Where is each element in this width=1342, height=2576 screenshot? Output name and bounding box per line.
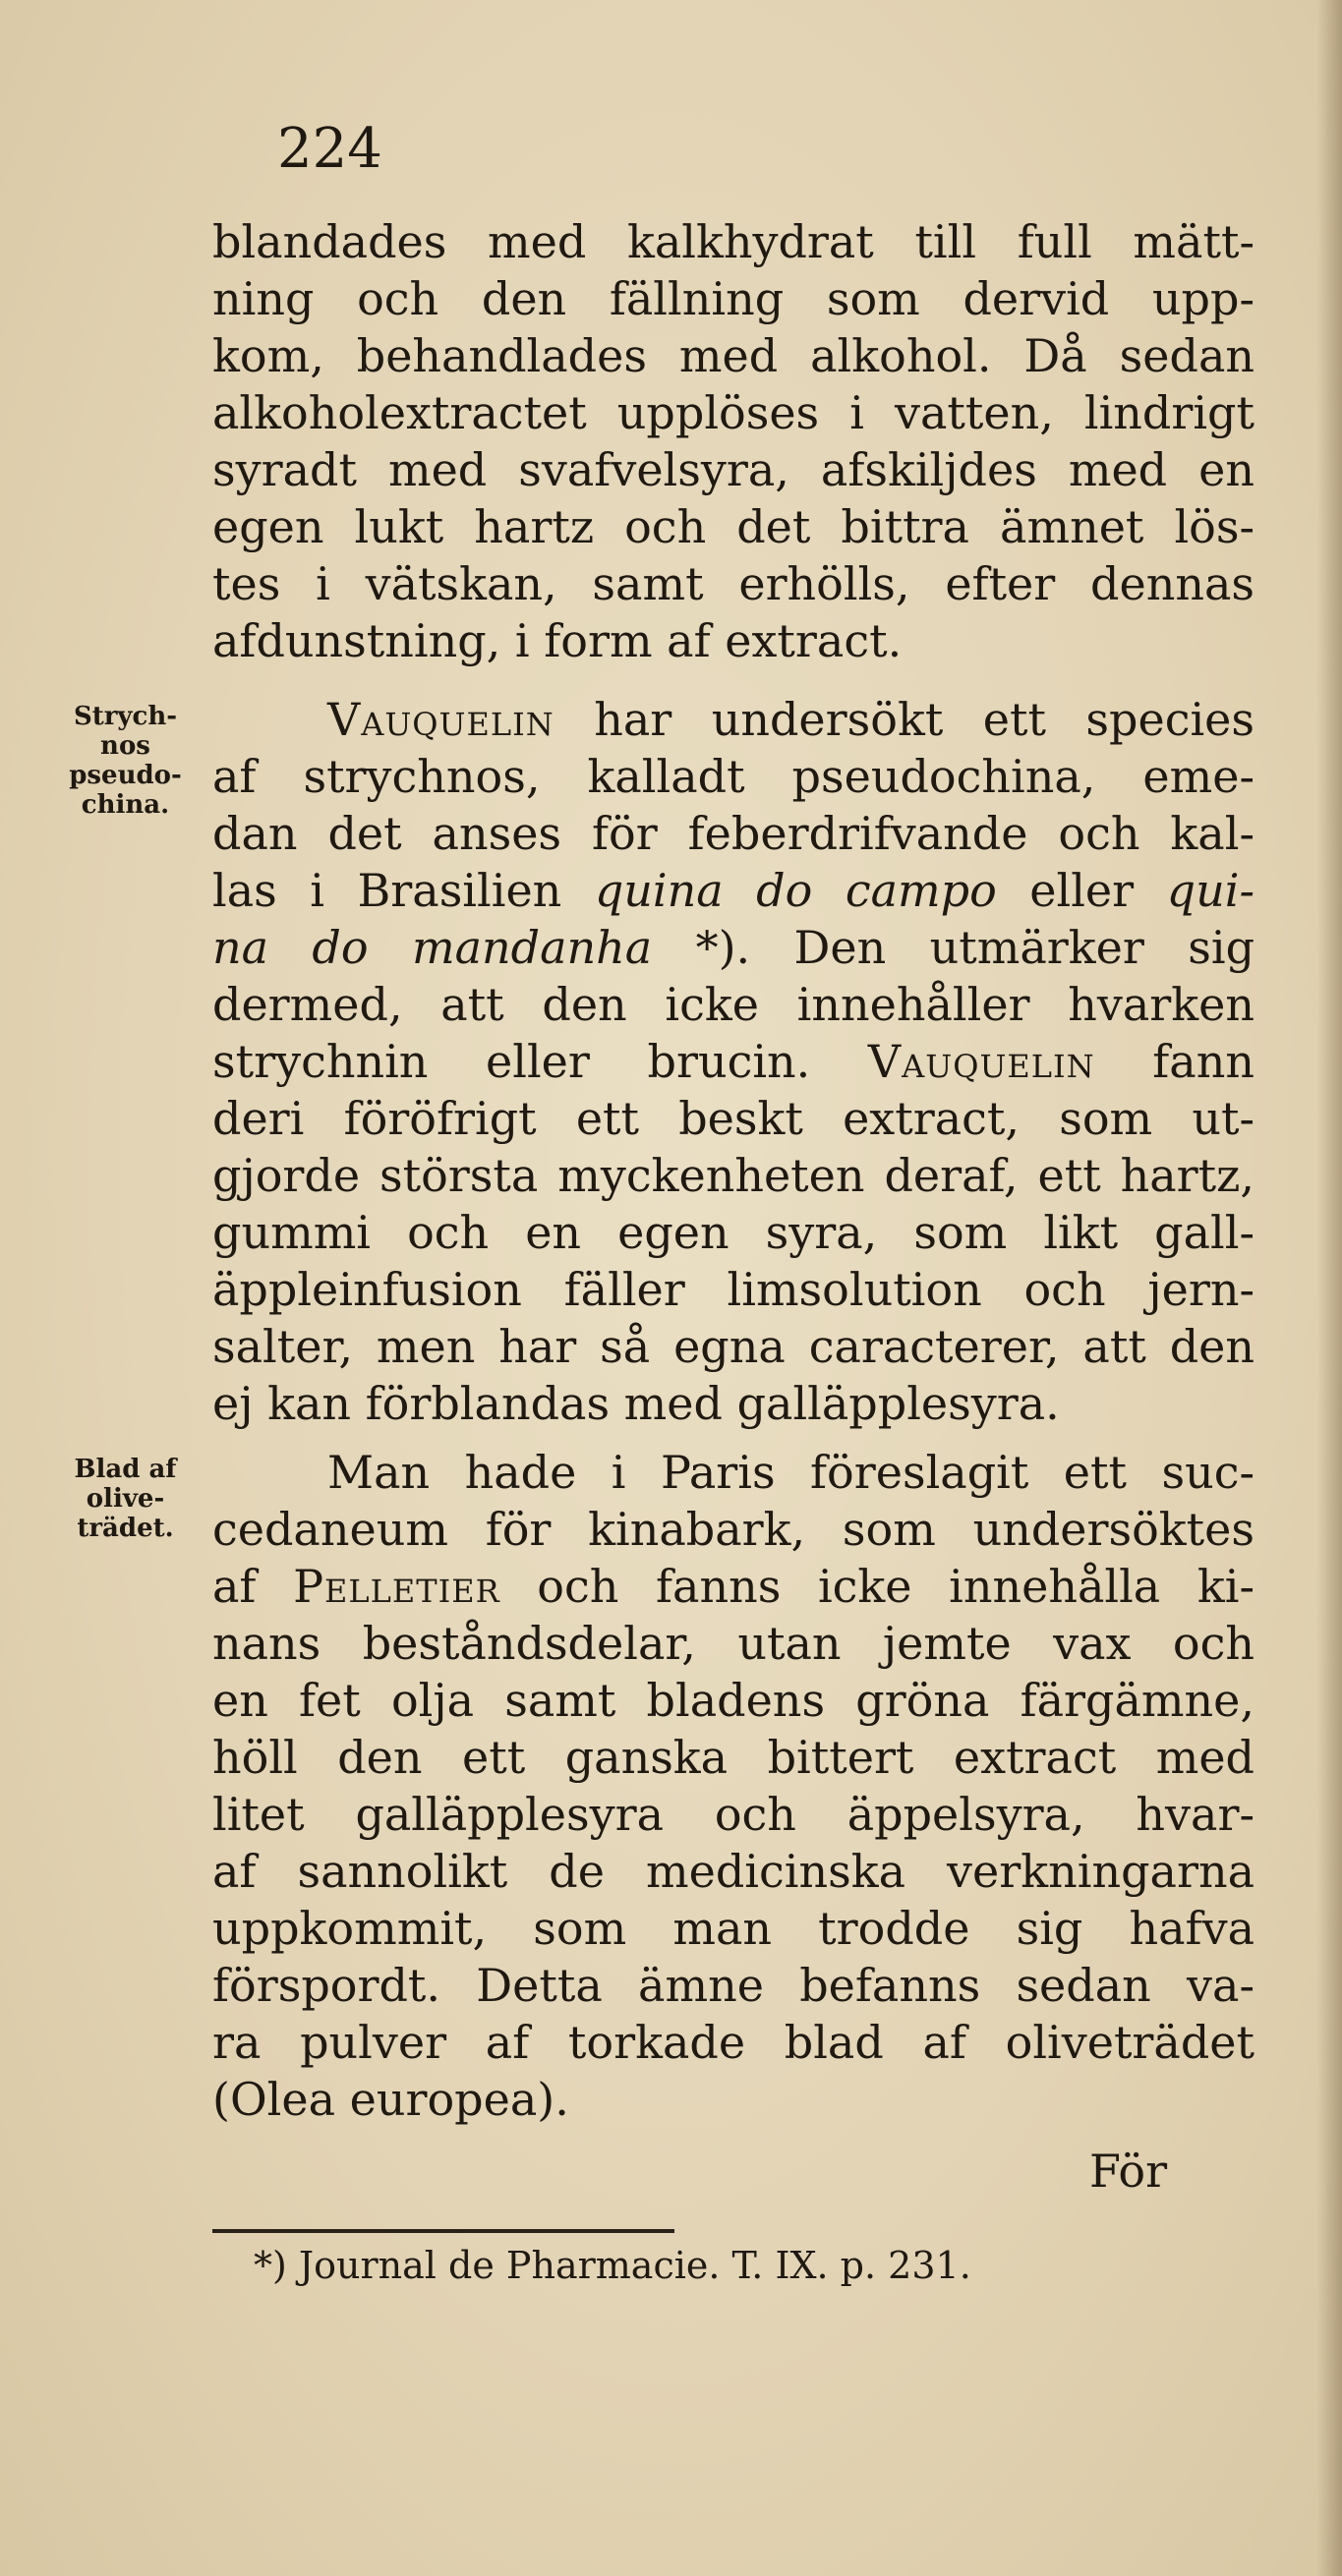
text-line: af sannolikt de medicinska verkningarna	[212, 1845, 1254, 1898]
margin-note-strychnos	[39, 702, 211, 820]
text-line: en fet olja samt bladens gröna färgämne,	[212, 1674, 1254, 1727]
footnote: *) Journal de Pharmacie. T. IX. p. 231.	[254, 2244, 971, 2287]
margin-note-line: Blad af	[74, 1455, 177, 1484]
text-line: dermed, att den icke innehåller hvarken	[212, 978, 1254, 1031]
text-line: af strychnos, kalladt pseudochina, eme-	[212, 750, 1254, 803]
text-line: uppkommit, som man trodde sig hafva	[212, 1902, 1254, 1955]
text-line: afdunstning, i form af extract.	[212, 614, 903, 667]
author-name: Vauquelin	[867, 1035, 1095, 1088]
text-line: dan det anses för feberdrifvande och kal-	[212, 807, 1254, 860]
text-line: blandades med kalkhydrat till full mätt-	[212, 215, 1254, 268]
page-edge-shadow	[1316, 0, 1342, 2576]
text-line: Vauquelin har undersökt ett species	[327, 693, 1254, 746]
text-line: ning och den fällning som dervid upp-	[212, 272, 1254, 325]
text-line: kom, behandlades med alkohol. Då sedan	[212, 329, 1254, 382]
text-line: förspordt. Detta ämne befanns sedan va-	[212, 1959, 1254, 2012]
text-line: höll den ett ganska bittert extract med	[212, 1731, 1254, 1784]
text-line: ej kan förblandas med galläpplesyra.	[212, 1377, 1060, 1430]
author-name: Vauquelin	[327, 693, 554, 746]
margin-note-line: Strych-	[73, 702, 178, 731]
page-number: 224	[277, 117, 382, 181]
text-line: tes i vätskan, samt erhölls, efter dennas	[212, 557, 1254, 610]
text-line: alkoholextractet upplöses i vatten, lindrigt	[212, 386, 1254, 439]
footnote-rule	[212, 2229, 674, 2233]
text-line: strychnin eller brucin. Vauquelin fann	[212, 1035, 1254, 1088]
text-line: las i Brasilien quina do campo eller qui-	[212, 864, 1254, 917]
margin-note-line: trädet.	[77, 1514, 174, 1543]
text-line: cedaneum för kinabark, som undersöktes	[212, 1503, 1254, 1556]
margin-note-line: pseudo-	[69, 761, 182, 790]
text-line: egen lukt hartz och det bittra ämnet lös-	[212, 500, 1254, 553]
text-line: gjorde största myckenheten deraf, ett hartz,	[212, 1149, 1254, 1202]
margin-note-line: nos	[100, 731, 150, 761]
text-line: ra pulver af torkade blad af oliveträdet	[212, 2016, 1254, 2069]
margin-note-blad	[39, 1455, 211, 1543]
catchword: För	[1089, 2145, 1168, 2198]
text-line: Man hade i Paris föreslagit ett suc-	[327, 1446, 1254, 1499]
text-line: deri föröfrigt ett beskt extract, som ut-	[212, 1092, 1254, 1145]
text-line: gummi och en egen syra, som likt gall-	[212, 1206, 1254, 1259]
text-line: syradt med svafvelsyra, afskiljdes med en	[212, 443, 1254, 496]
text-line: litet galläpplesyra och äppelsyra, hvar-	[212, 1788, 1254, 1841]
text-line: salter, men har så egna caracterer, att den	[212, 1320, 1254, 1373]
margin-note-line: olive-	[86, 1484, 165, 1514]
text-line: af Pelletier och fanns icke innehålla ki-	[212, 1560, 1254, 1613]
text-line: (Olea europea).	[212, 2073, 569, 2126]
text-line: na do mandanha *). Den utmärker sig	[212, 921, 1255, 974]
text-line: nans beståndsdelar, utan jemte vax och	[212, 1617, 1254, 1670]
author-name: Pelletier	[293, 1560, 500, 1613]
margin-note-line: china.	[81, 790, 170, 820]
text-line: äppleinfusion fäller limsolution och jern-	[212, 1263, 1254, 1316]
